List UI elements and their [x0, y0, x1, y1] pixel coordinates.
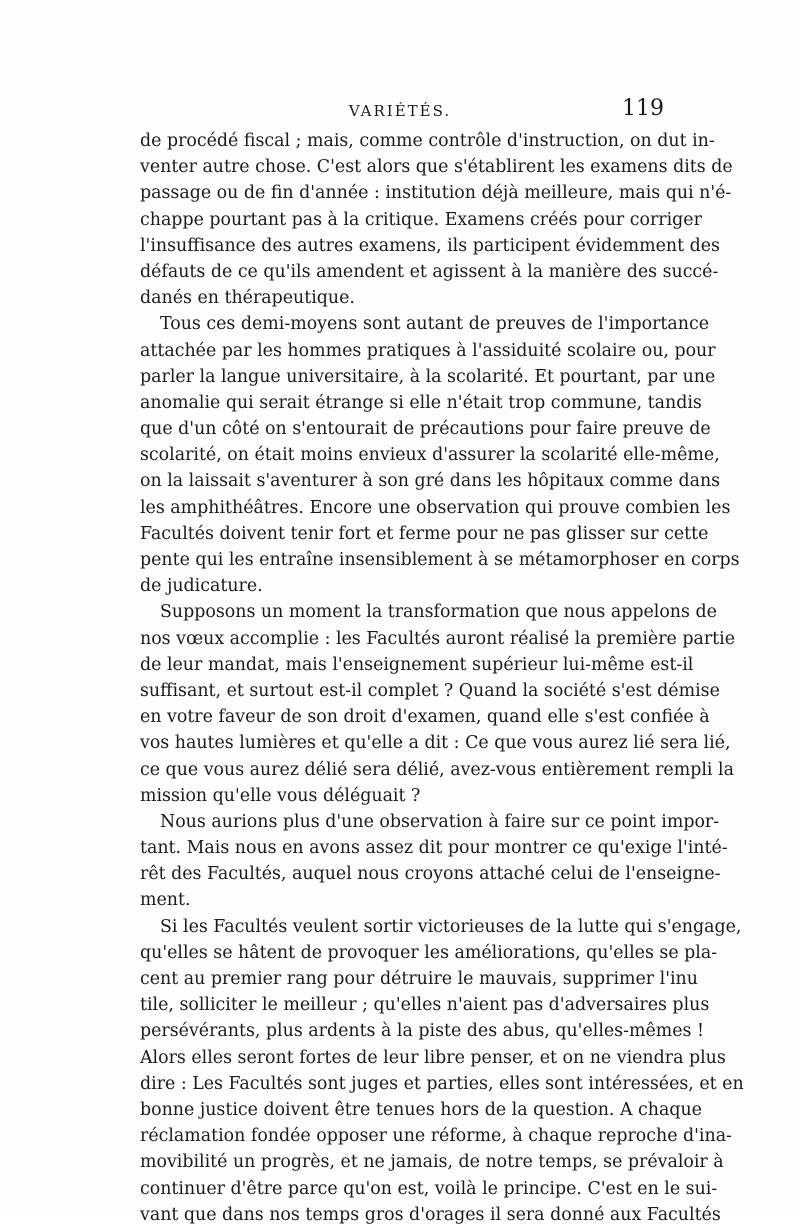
text-line: pente qui les entraîne insensiblement à se métamorphoser en corps [140, 550, 740, 570]
text-line: cent au premier rang pour détruire le mauvais, supprimer l'inu [140, 969, 698, 989]
text-line: Facultés doivent tenir fort et ferme pour ne pas glisser sur cette [140, 523, 709, 544]
text-line: vant que dans nos temps gros d'orages il sera donné aux Facultés [140, 1204, 721, 1225]
text-line: qu'elles se hâtent de provoquer les améliorations, qu'elles se pla- [140, 942, 718, 963]
paragraph-start: Nous aurions plus d'une observation à faire sur ce point impor- [160, 811, 720, 832]
text-line: venter autre chose. C'est alors que s'établirent les examens dits de [140, 157, 733, 178]
text-line: que d'un côté on s'entourait de précautions pour faire preuve de [140, 419, 711, 440]
text-line: on la laissait s'aventurer à son gré dans les hôpitaux comme dans [140, 471, 721, 492]
text-line: parler la langue universitaire, à la scolarité. Et pourtant, par une [140, 366, 716, 387]
text-line: passage ou de fin d'année : institution déjà meilleure, mais qui n'é- [140, 183, 732, 204]
paragraph-start: Supposons un moment la transformation que nous appelons de [160, 602, 717, 623]
text-line: nos vœux accomplie : les Facultés auront réalisé la première partie [140, 628, 735, 649]
body-text [140, 128, 744, 1228]
text-line: l'insuffisance des autres examens, ils participent évidemment des [140, 235, 720, 256]
text-line: Alors elles seront fortes de leur libre penser, et on ne viendra plus [140, 1047, 726, 1068]
text-line: en votre faveur de son droit d'examen, quand elle s'est confiée à [140, 707, 710, 728]
text-line: attachée par les hommes pratiques à l'assiduité scolaire ou, pour [140, 340, 716, 361]
text-line: de judicature. [140, 576, 263, 597]
text-line: anomalie qui serait étrange si elle n'était trop commune, tandis [140, 392, 702, 413]
text-line: persévérants, plus ardents à la piste des abus, qu'elles-mêmes ! [140, 1021, 704, 1042]
paragraph-start: Si les Facultés veulent sortir victorieuses de la lutte qui s'engage, [160, 916, 742, 937]
text-line: movibilité un progrès, et ne jamais, de notre temps, se prévaloir à [140, 1152, 724, 1173]
text-line: de procédé fiscal ; mais, comme contrôle d'instruction, on dut in- [140, 131, 715, 151]
text-line: danés en thérapeutique. [140, 288, 355, 309]
text-line: dire : Les Facultés sont juges et parties, elles sont intéressées, et en [140, 1073, 744, 1094]
text-line: tant. Mais nous en avons assez dit pour montrer ce qu'exige l'inté- [140, 838, 728, 859]
text-line: scolarité, on était moins envieux d'assurer la scolarité elle-même, [140, 445, 720, 466]
paragraph-start: Tous ces demi-moyens sont autant de preuves de l'importance [160, 314, 710, 335]
running-head [140, 96, 664, 126]
text-line: de leur mandat, mais l'enseignement supérieur lui-même est-il [140, 654, 694, 675]
text-line: mission qu'elle vous déléguait ? [140, 785, 421, 806]
running-title: VARIÉTÉS. [348, 102, 452, 120]
text-line: chappe pourtant pas à la critique. Examens créés pour corriger [140, 209, 702, 230]
text-line: tile, solliciter le meilleur ; qu'elles n'aient pas d'adversaires plus [140, 995, 710, 1016]
text-line: suffisant, et surtout est-il complet ? Quand la société s'est démise [140, 680, 720, 701]
text-line: continuer d'être parce qu'on est, voilà le principe. C'est en le sui- [140, 1178, 718, 1199]
text-line: vos hautes lumières et qu'elle a dit : Ce que vous aurez lié sera lié, [140, 733, 731, 754]
text-line: défauts de ce qu'ils amendent et agissent à la manière des succé- [140, 261, 719, 282]
text-line: ment. [140, 890, 191, 911]
text-line: réclamation fondée opposer une réforme, à chaque reproche d'ina- [140, 1126, 732, 1147]
page-number: 119 [622, 96, 664, 121]
text-line: bonne justice doivent être tenues hors de la question. A chaque [140, 1099, 702, 1120]
text-line: rêt des Facultés, auquel nous croyons attaché celui de l'enseigne- [140, 864, 721, 885]
text-line: les amphithéâtres. Encore une observation qui prouve combien les [140, 497, 731, 518]
text-line: ce que vous aurez délié sera délié, avez-vous entièrement rempli la [140, 759, 734, 780]
